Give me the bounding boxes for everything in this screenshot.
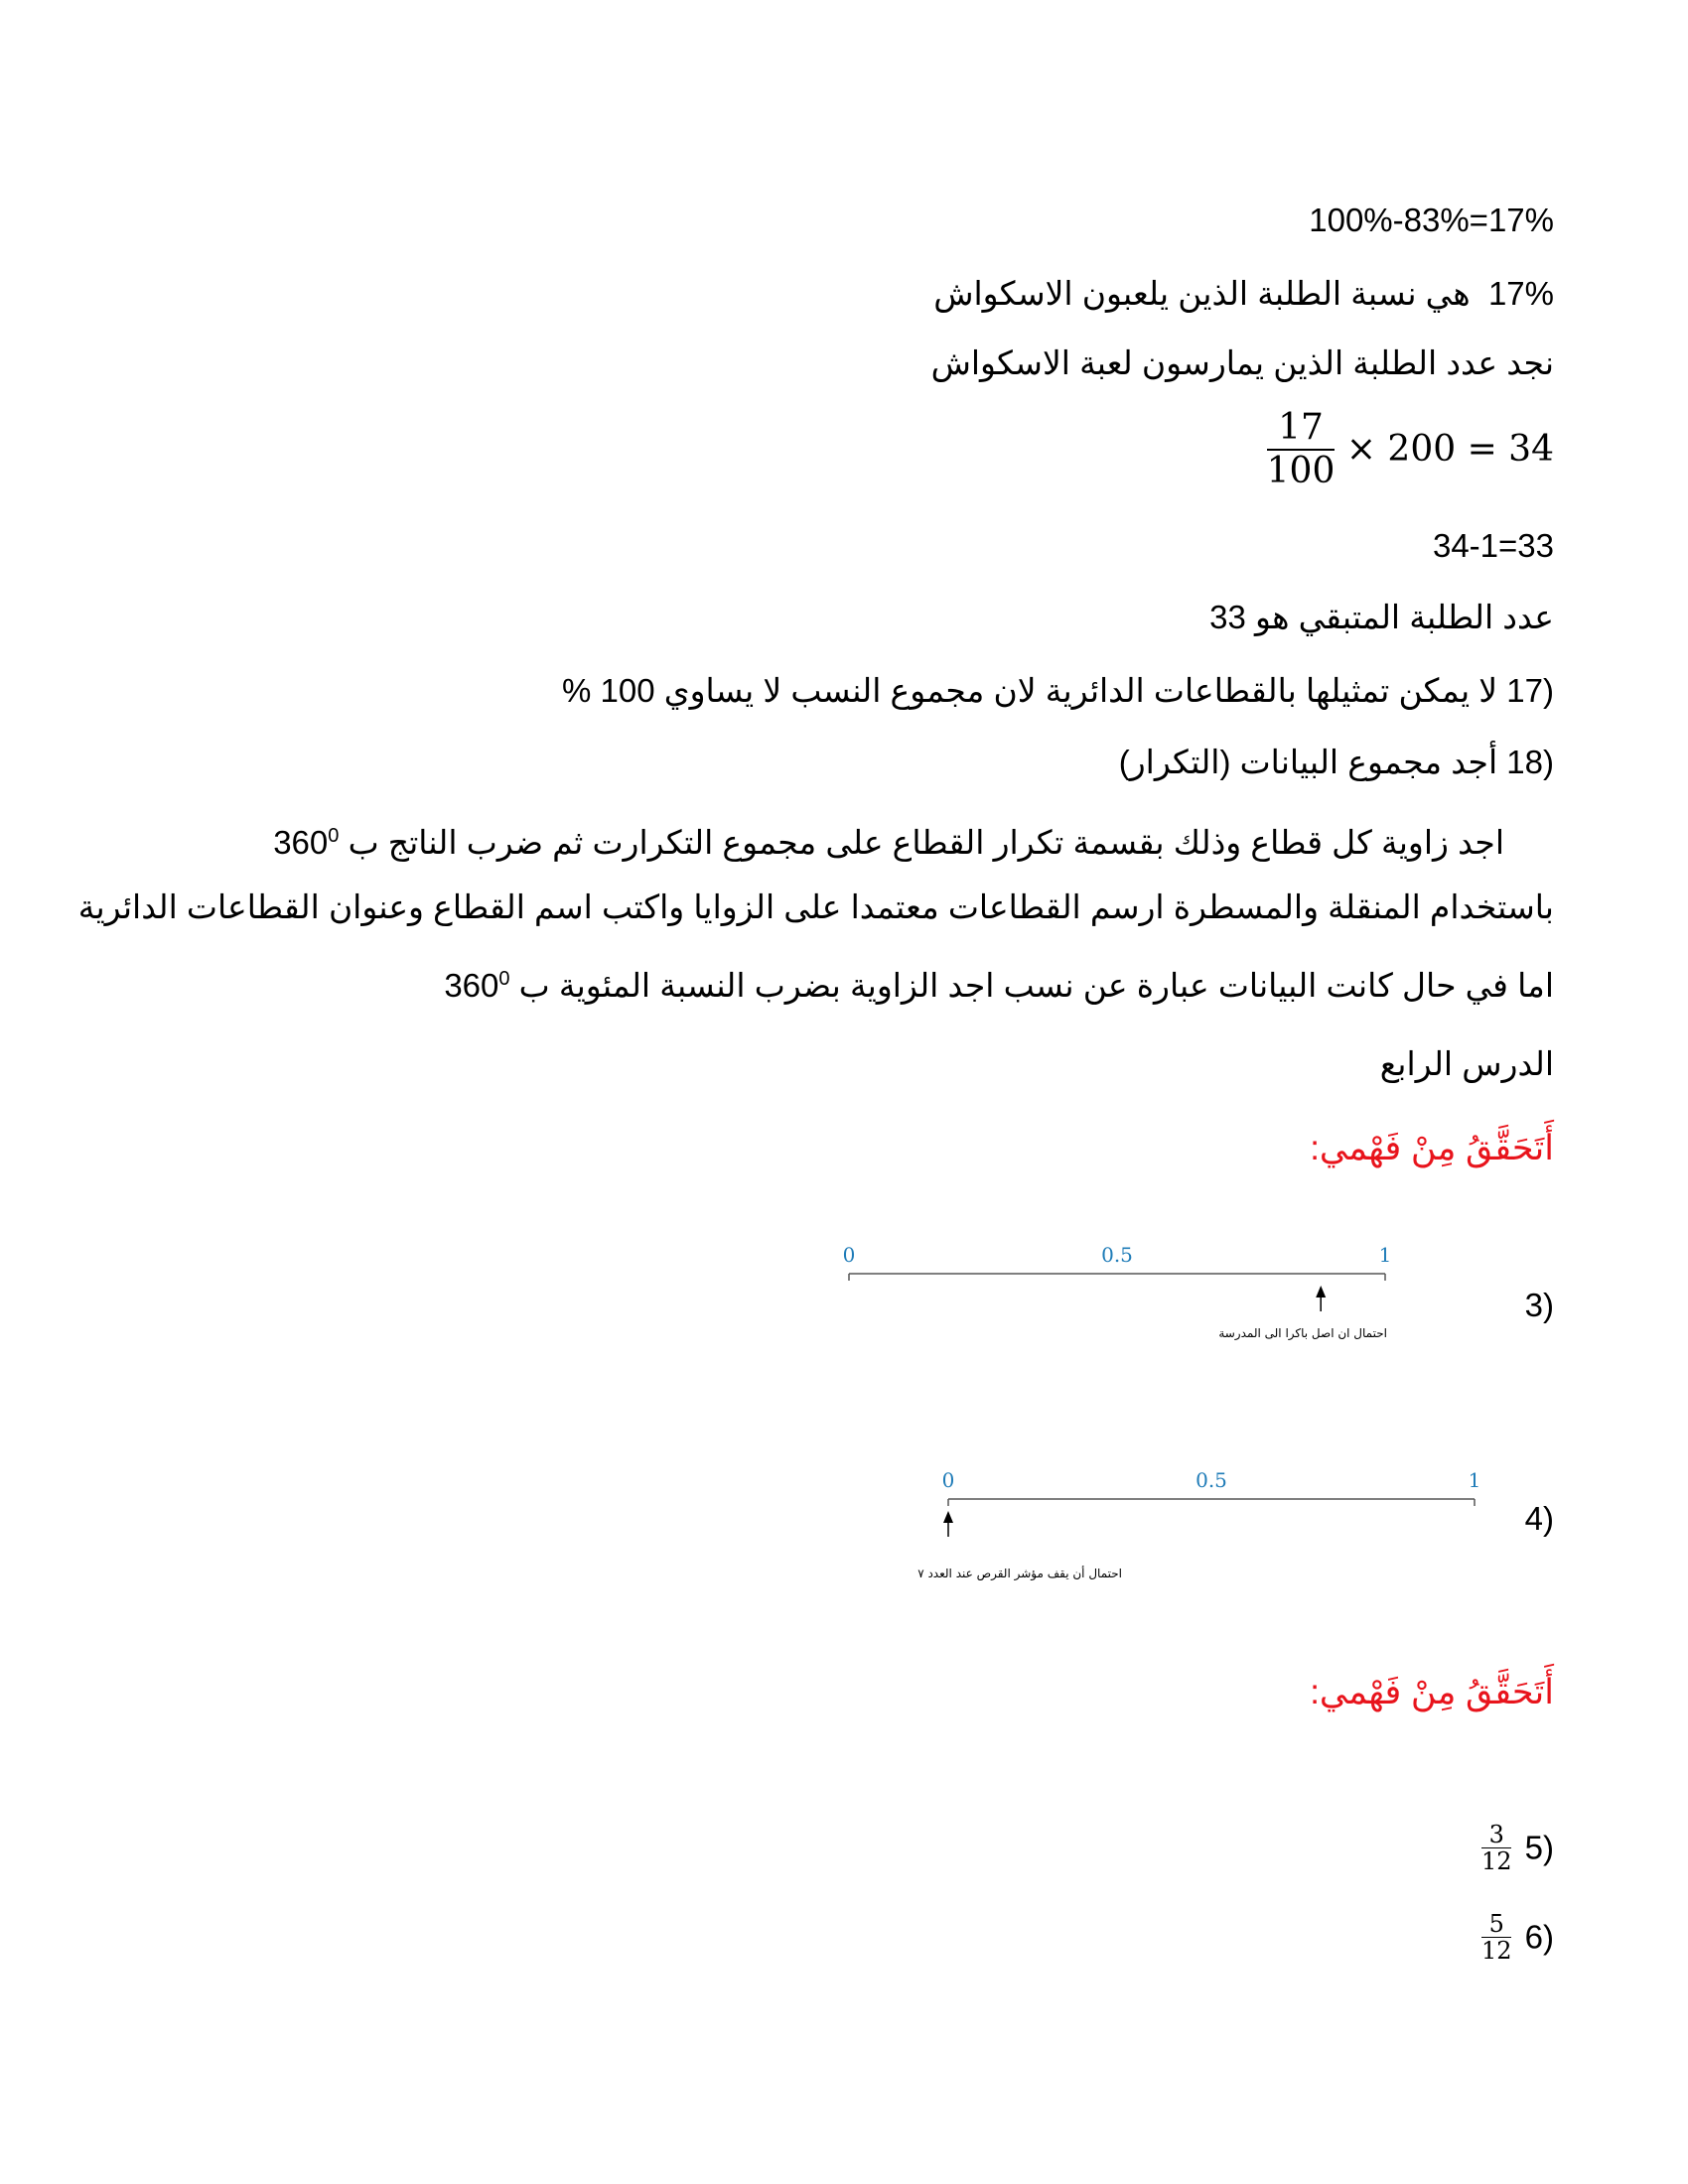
subtraction-text: 34-1=33 <box>1432 527 1554 564</box>
fraction-denominator: 100 <box>1266 451 1336 491</box>
percent-description: هي نسبة الطلبة الذين يلعبون الاسكواش <box>933 275 1471 312</box>
q4-number-line-marker-arrowhead <box>943 1511 953 1523</box>
angle-360 <box>273 824 339 861</box>
number-line-q3-caption: احتمال ان اصل باكرا الى المدرسة <box>1218 1326 1387 1340</box>
question-4-number <box>1525 1499 1554 1539</box>
q5-denominator: 12 <box>1480 1847 1512 1875</box>
q3-number-line-tick-label-1: 1 <box>1378 1243 1392 1267</box>
q6-denominator: 12 <box>1480 1937 1512 1965</box>
question-17-number: 17) <box>1506 672 1554 709</box>
check-understanding-heading-1 <box>1310 1129 1554 1168</box>
fraction-equation <box>1267 407 1554 492</box>
q3-number-line-tick-label-0.5: 0.5 <box>1101 1243 1133 1267</box>
q4-number-line-tick-label-0: 0 <box>941 1468 955 1492</box>
question-5-answer <box>1477 1822 1554 1874</box>
check-understanding-heading-2 <box>1310 1673 1554 1712</box>
angle-instruction-line <box>273 816 1504 863</box>
question-17-answer <box>562 671 1554 711</box>
protractor-instruction-text: باستخدام المنقلة والمسطرة ارسم القطاعات معتمدا على الزوايا واكتب اسم القطاع وعنوان القطاعات الدائرية <box>77 888 1554 925</box>
find-students-text: نجد عدد الطلبة الذين يمارسون لعبة الاسكواش <box>930 344 1554 381</box>
number-line-q4-caption: احتمال أن يقف مؤشر القرص عند العدد ٧ <box>917 1567 1122 1580</box>
question-6-label: 6) <box>1524 1918 1554 1956</box>
fraction-3-12 <box>1477 1822 1516 1874</box>
question-3-label: 3) <box>1524 1287 1554 1323</box>
question-6-answer <box>1477 1911 1554 1964</box>
question-17-text: لا يمكن تمثيلها بالقطاعات الدائرية لان مجموع النسب لا يساوي <box>663 672 1498 709</box>
remaining-students-line <box>1209 598 1554 637</box>
q3-number-line-marker-arrowhead <box>1316 1286 1326 1297</box>
subtraction-line <box>1433 526 1554 566</box>
remaining-number: 33 <box>1209 599 1246 635</box>
angle-360-b <box>444 967 509 1004</box>
question-4-label: 4) <box>1524 1500 1554 1537</box>
question-3-number <box>1525 1286 1554 1325</box>
q6-numerator: 5 <box>1488 1910 1504 1938</box>
number-line-q4 <box>923 1464 1499 1544</box>
q5-numerator: 3 <box>1488 1821 1504 1848</box>
q4-number-line-tick-label-0.5: 0.5 <box>1196 1468 1227 1492</box>
fraction-numerator: 17 <box>1278 407 1324 448</box>
question-5-label: 5) <box>1524 1829 1554 1866</box>
check-heading-text-2: أَتَحَقَّقُ مِنْ فَهْمي: <box>1310 1673 1554 1711</box>
find-students-line <box>931 343 1554 383</box>
percent-angle-text: اما في حال كانت البيانات عبارة عن نسب اجد الزاوية بضرب النسبة المئوية ب <box>518 967 1554 1004</box>
degree-sup-b: 0 <box>498 968 510 990</box>
q4-number-line-tick-label-1: 1 <box>1468 1468 1481 1492</box>
remaining-text: عدد الطلبة المتبقي هو <box>1255 599 1554 635</box>
angle-value: 360 <box>273 824 329 861</box>
degree-sup: 0 <box>328 825 340 847</box>
fraction-5-12 <box>1477 1911 1516 1964</box>
percent-hundred: % 100 <box>562 672 655 709</box>
fraction-17-100 <box>1267 407 1336 492</box>
percent-value: 17% <box>1487 275 1554 312</box>
squash-percentage-line <box>933 274 1554 314</box>
question-18-answer <box>1119 743 1554 782</box>
percent-angle-line <box>444 959 1554 1006</box>
angle-instruction-text: اجد زاوية كل قطاع وذلك بقسمة تكرار القطاع على مجموع التكرارت ثم ضرب الناتج ب <box>348 824 1504 861</box>
equation-percent-difference <box>1309 201 1554 240</box>
protractor-instruction-line <box>78 887 1554 927</box>
check-heading-text-1: أَتَحَقَّقُ مِنْ فَهْمي: <box>1310 1129 1554 1167</box>
angle-value-b: 360 <box>444 967 499 1004</box>
question-18-text: أجد مجموع البيانات (التكرار) <box>1118 744 1498 780</box>
equation-text: 100%-83%=17% <box>1309 202 1554 238</box>
lesson-four-heading <box>1380 1044 1554 1084</box>
question-18-number: 18) <box>1506 744 1554 780</box>
lesson-four-text: الدرس الرابع <box>1379 1045 1554 1082</box>
equation-rest: × 200 = 34 <box>1345 429 1554 470</box>
q3-number-line-tick-label-0: 0 <box>842 1243 856 1267</box>
